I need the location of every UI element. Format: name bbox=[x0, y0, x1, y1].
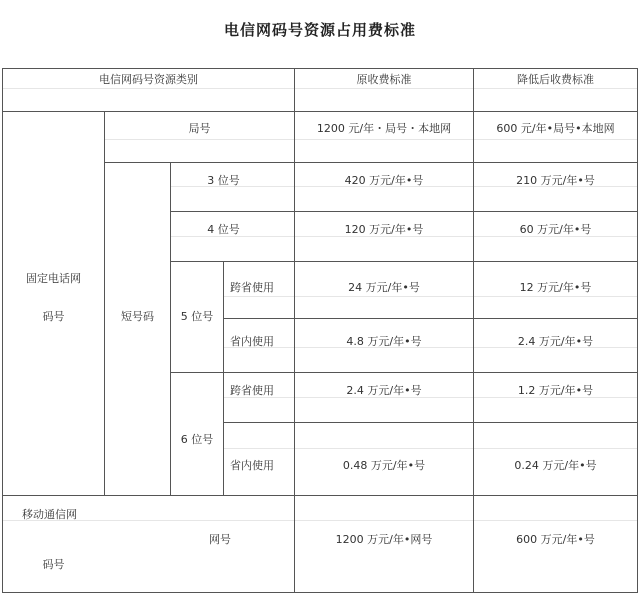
five-digit-in-original: 4.8 万元/年•号 bbox=[346, 334, 422, 348]
four-digit-label: 4 位号 bbox=[207, 222, 240, 236]
office-code-reduced: 600 元/年•局号•本地网 bbox=[496, 121, 615, 135]
network-code-original: 1200 万元/年•网号 bbox=[335, 532, 433, 546]
office-code-label: 局号 bbox=[188, 121, 211, 135]
five-digit-in-reduced: 2.4 万元/年•号 bbox=[517, 334, 594, 348]
six-digit-cross-reduced: 1.2 万元/年•号 bbox=[517, 383, 594, 397]
five-digit-in-label: 省内使用 bbox=[230, 334, 274, 348]
network-code-label: 网号 bbox=[209, 532, 231, 546]
mobile-network-label-line1: 移动通信网 bbox=[22, 507, 77, 521]
office-code-original: 1200 元/年・局号・本地网 bbox=[316, 121, 452, 135]
fixed-network-label-line2: 码号 bbox=[42, 309, 65, 323]
page-title: 电信网码号资源占用费标准 bbox=[223, 21, 416, 39]
five-digit-cross-original: 24 万元/年•号 bbox=[348, 280, 420, 294]
header-category: 电信网码号资源类别 bbox=[99, 72, 198, 86]
four-digit-reduced: 60 万元/年•号 bbox=[519, 222, 592, 236]
three-digit-label: 3 位号 bbox=[207, 173, 240, 187]
six-digit-in-reduced: 0.24 万元/年•号 bbox=[514, 458, 597, 472]
five-digit-label: 5 位号 bbox=[180, 309, 214, 323]
five-digit-cross-reduced: 12 万元/年•号 bbox=[519, 280, 592, 294]
six-digit-in-original: 0.48 万元/年•号 bbox=[342, 458, 426, 472]
short-code-label: 短号码 bbox=[121, 309, 154, 323]
six-digit-cross-original: 2.4 万元/年•号 bbox=[346, 383, 422, 397]
five-digit-cross-label: 跨省使用 bbox=[230, 280, 274, 294]
header-reduced-fee: 降低后收费标准 bbox=[517, 72, 594, 86]
four-digit-original: 120 万元/年•号 bbox=[344, 222, 424, 236]
network-code-reduced: 600 万元/年•号 bbox=[516, 532, 595, 546]
three-digit-original: 420 万元/年•号 bbox=[344, 173, 424, 187]
header-original-fee: 原收费标准 bbox=[356, 72, 412, 86]
six-digit-label: 6 位号 bbox=[180, 432, 214, 446]
six-digit-in-label: 省内使用 bbox=[230, 458, 274, 472]
fixed-network-label-line1: 固定电话网 bbox=[26, 271, 81, 285]
three-digit-reduced: 210 万元/年•号 bbox=[516, 173, 595, 187]
mobile-network-label-line2: 码号 bbox=[42, 557, 65, 571]
six-digit-cross-label: 跨省使用 bbox=[230, 383, 274, 397]
